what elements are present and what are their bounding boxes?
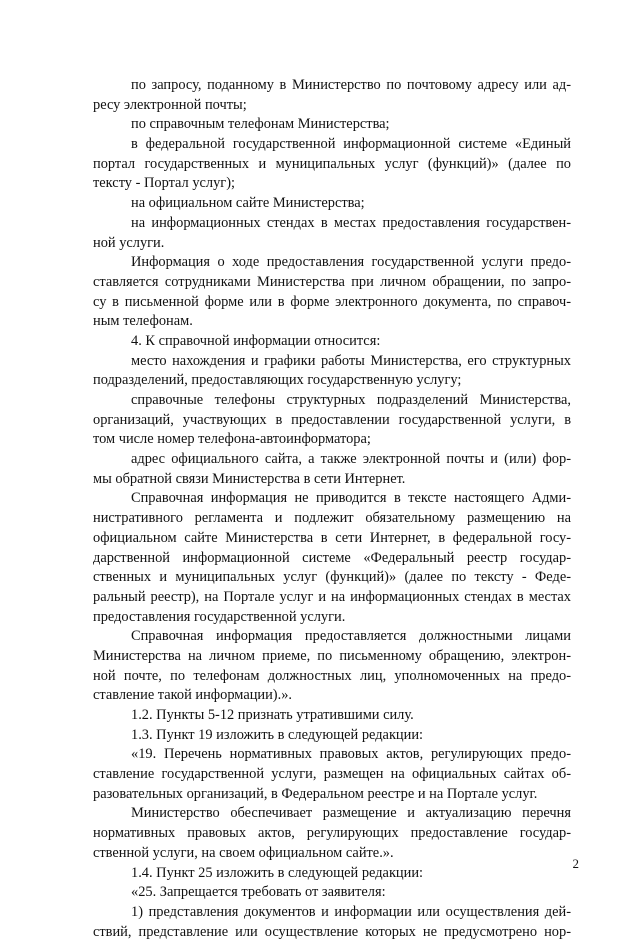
text-line: 1.2. Пункты 5-12 признать утратившими силу.: [131, 707, 414, 723]
text-line: по справочным телефонам Министерства;: [131, 116, 390, 133]
text-line: организаций, участвующих в предоставлении государственной услуги, в: [93, 411, 571, 428]
text-line: 1) представления документов и информации или осуществления дей-: [131, 903, 571, 920]
text-line: 1.4. Пункт 25 изложить в следующей редакции:: [131, 864, 424, 881]
text-line: Справочная информация не приводится в тексте настоящего Адми-: [131, 490, 571, 507]
text-line: по запросу, поданному в Министерство по почтовому адресу или ад-: [131, 77, 571, 93]
text-line: ставление такой информации).».: [93, 687, 292, 704]
text-line: на информационных стендах в местах предоставления государствен-: [131, 214, 571, 231]
text-line: том числе номер телефона-автоинформатора;: [93, 431, 371, 448]
text-line: место нахождения и графики работы Министерства, его структурных: [131, 352, 571, 369]
text-line: разовательных организаций, в Федеральном реестре и на Портале услуг.: [93, 785, 538, 802]
text-line: Министерство обеспечивает размещение и актуализацию перечня: [131, 805, 571, 822]
body-text: [93, 76, 571, 942]
text-line: подразделений, предоставляющих государственную услугу;: [93, 372, 462, 389]
text-line: 1.3. Пункт 19 изложить в следующей редакции:: [131, 726, 424, 743]
text-line: на официальном сайте Министерства;: [131, 195, 365, 212]
text-line: ственной услуги, на своем официальном сайте.».: [93, 844, 394, 861]
text-line: ствий, представление или осуществление которых не предусмотрено нор-: [93, 923, 571, 940]
text-line: ной почте, по телефонам должностных лиц, уполномоченных на предо-: [93, 667, 571, 684]
text-line: Информация о ходе предоставления государственной услуги предо-: [131, 254, 571, 271]
text-line: «25. Запрещается требовать от заявителя:: [131, 884, 386, 901]
text-line: адрес официального сайта, а также электронной почты и (или) фор-: [131, 451, 571, 468]
text-line: 4. К справочной информации относится:: [131, 332, 381, 349]
text-line: предоставления государственной услуги.: [93, 608, 346, 625]
text-line: тексту - Портал услуг);: [93, 175, 235, 192]
page-number: 2: [572, 856, 579, 871]
text-line: Министерства на личном приеме, по письменному обращению, электрон-: [93, 647, 571, 664]
text-line: официальном сайте Министерства в сети Интернет, в федеральной госу-: [93, 529, 571, 546]
text-line: нистративного регламента и подлежит обязательному размещению на: [93, 510, 571, 527]
text-line: су в письменной форме или в форме электронного документа, по справоч-: [93, 293, 571, 310]
text-line: ственных и муниципальных услуг (функций)» (далее по тексту - Феде-: [93, 569, 571, 586]
text-line: ставляется сотрудниками Министерства при личном обращении, по запро-: [93, 273, 571, 290]
text-line: «19. Перечень нормативных правовых актов, регулирующих предо-: [131, 746, 571, 763]
text-line: ставление государственной услуги, размещен на официальных сайтах об-: [93, 766, 571, 783]
text-line: дарственной информационной системе «Федеральный реестр государ-: [93, 549, 571, 566]
text-line: ресу электронной почты;: [93, 96, 247, 113]
text-line: ной услуги.: [93, 234, 165, 251]
text-line: справочные телефоны структурных подразделений Министерства,: [131, 392, 571, 408]
text-line: мы обратной связи Министерства в сети Интернет.: [93, 470, 406, 487]
text-line: портал государственных и муниципальных услуг (функций)» (далее по: [93, 155, 571, 172]
text-line: нормативных правовых актов, регулирующих предоставление государ-: [93, 825, 571, 842]
text-line: Справочная информация предоставляется должностными лицами: [131, 628, 571, 645]
text-line: ральный реестр), на Портале услуг и на информационных стендах в местах: [93, 588, 571, 605]
text-line: ным телефонам.: [93, 313, 193, 330]
text-line: в федеральной государственной информационной системе «Единый: [131, 136, 571, 153]
